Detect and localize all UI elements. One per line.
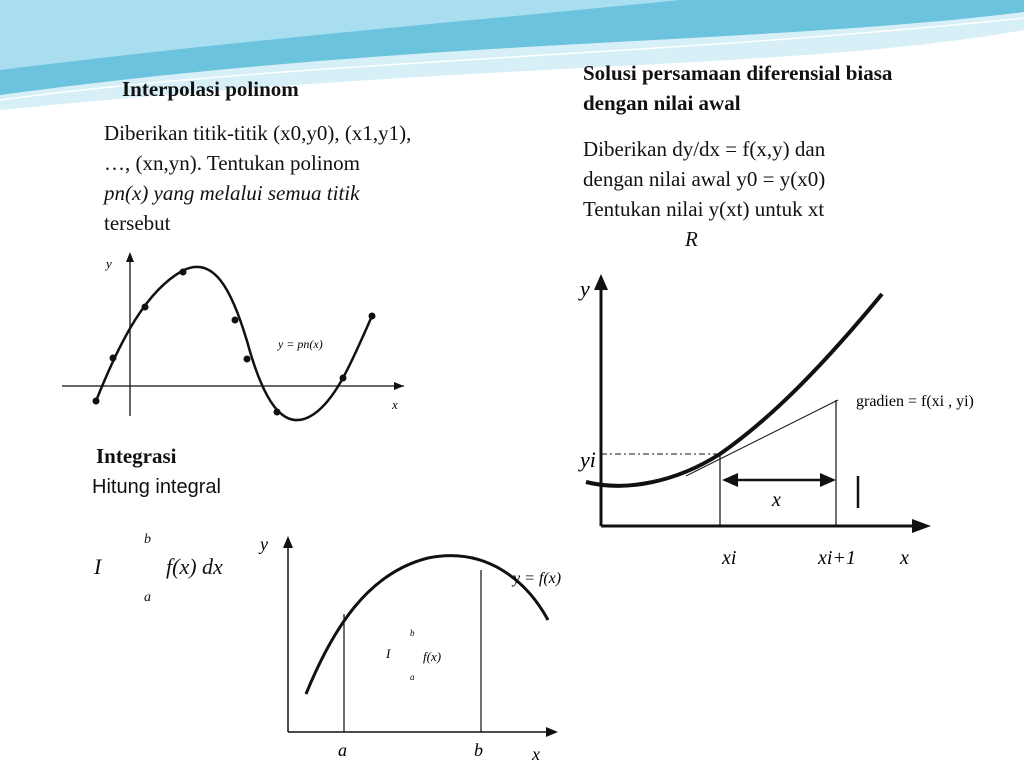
int-y-label: y <box>260 534 268 554</box>
int-a-label: a <box>338 740 347 760</box>
int-inner-a: a <box>410 672 415 682</box>
integral-lower-limit: a <box>144 590 151 605</box>
interp-point <box>274 409 281 416</box>
int-curve <box>306 556 548 694</box>
integral-body: f(x) dx <box>166 554 223 579</box>
ode-x-arrow <box>912 519 931 533</box>
ode-h-arrow-left <box>722 473 738 487</box>
ode-line4: R <box>685 227 698 251</box>
ode-line1: Diberikan dy/dx = f(x,y) dan <box>583 137 826 161</box>
interp-y-arrow <box>126 252 134 262</box>
ode-heading-1: Solusi persamaan diferensial biasa <box>583 61 893 85</box>
int-inner-b: b <box>410 628 415 638</box>
interp-x-label: x <box>392 397 398 412</box>
ode-line2: dengan nilai awal y0 = y(x0) <box>583 167 826 191</box>
interp-curve <box>96 267 372 420</box>
ode-solution-curve <box>586 294 882 486</box>
integration-graph <box>248 528 592 768</box>
ode-line3: Tentukan nilai y(xt) untuk xt <box>583 197 825 221</box>
int-x-arrow <box>546 727 558 737</box>
interpolation-line1: Diberikan titik-titik (x0,y0), (x1,y1), <box>104 121 412 145</box>
interp-y-label: y <box>106 256 112 271</box>
ode-gradient-label: gradien = f(xi , yi) <box>856 393 974 410</box>
interp-point <box>110 355 117 362</box>
int-inner-fx: f(x) <box>423 649 442 664</box>
ode-heading-2: dengan nilai awal <box>583 91 741 115</box>
ode-x-label: x <box>900 547 909 569</box>
interp-point <box>232 317 239 324</box>
interpolation-line4: tersebut <box>104 211 171 235</box>
integration-heading: Integrasi <box>96 444 177 468</box>
interpolation-text <box>104 118 504 238</box>
interp-curve-label: y = pn(x) <box>278 337 323 351</box>
interpolation-graph <box>52 246 418 446</box>
ode-yi-label: yi <box>580 447 596 472</box>
interp-point <box>369 313 376 320</box>
integral-instruction: Hitung integral <box>92 476 221 498</box>
ode-y-label: y <box>580 276 590 301</box>
ode-h-arrow-right <box>820 473 836 487</box>
int-inner-I: I <box>386 646 391 661</box>
interp-x-arrow <box>394 382 404 390</box>
interp-point <box>340 375 347 382</box>
interpolation-line3: pn(x) yang melalui semua titik <box>104 181 360 205</box>
int-x-label: x <box>532 744 540 764</box>
ode-dx-label: x <box>772 489 781 511</box>
interpolation-line2: …, (xn,yn). Tentukan polinom <box>104 151 360 175</box>
int-y-arrow <box>283 536 293 548</box>
int-b-label: b <box>474 740 483 760</box>
integral-I: I <box>94 554 102 579</box>
ode-tangent-line <box>686 400 838 476</box>
interp-point <box>93 398 100 405</box>
interp-point <box>142 304 149 311</box>
ode-graph <box>566 264 1024 586</box>
integral-upper-limit: b <box>144 532 151 547</box>
header-wave <box>0 0 1024 120</box>
ode-text <box>583 134 1003 254</box>
interp-point <box>244 356 251 363</box>
ode-y-arrow <box>594 274 608 290</box>
int-curve-label: y = f(x) <box>513 570 562 587</box>
interpolation-heading: Interpolasi polinom <box>122 77 299 101</box>
interp-point <box>180 269 187 276</box>
ode-xi-label: xi <box>722 547 737 569</box>
ode-xi1-label: xi+1 <box>818 547 856 569</box>
